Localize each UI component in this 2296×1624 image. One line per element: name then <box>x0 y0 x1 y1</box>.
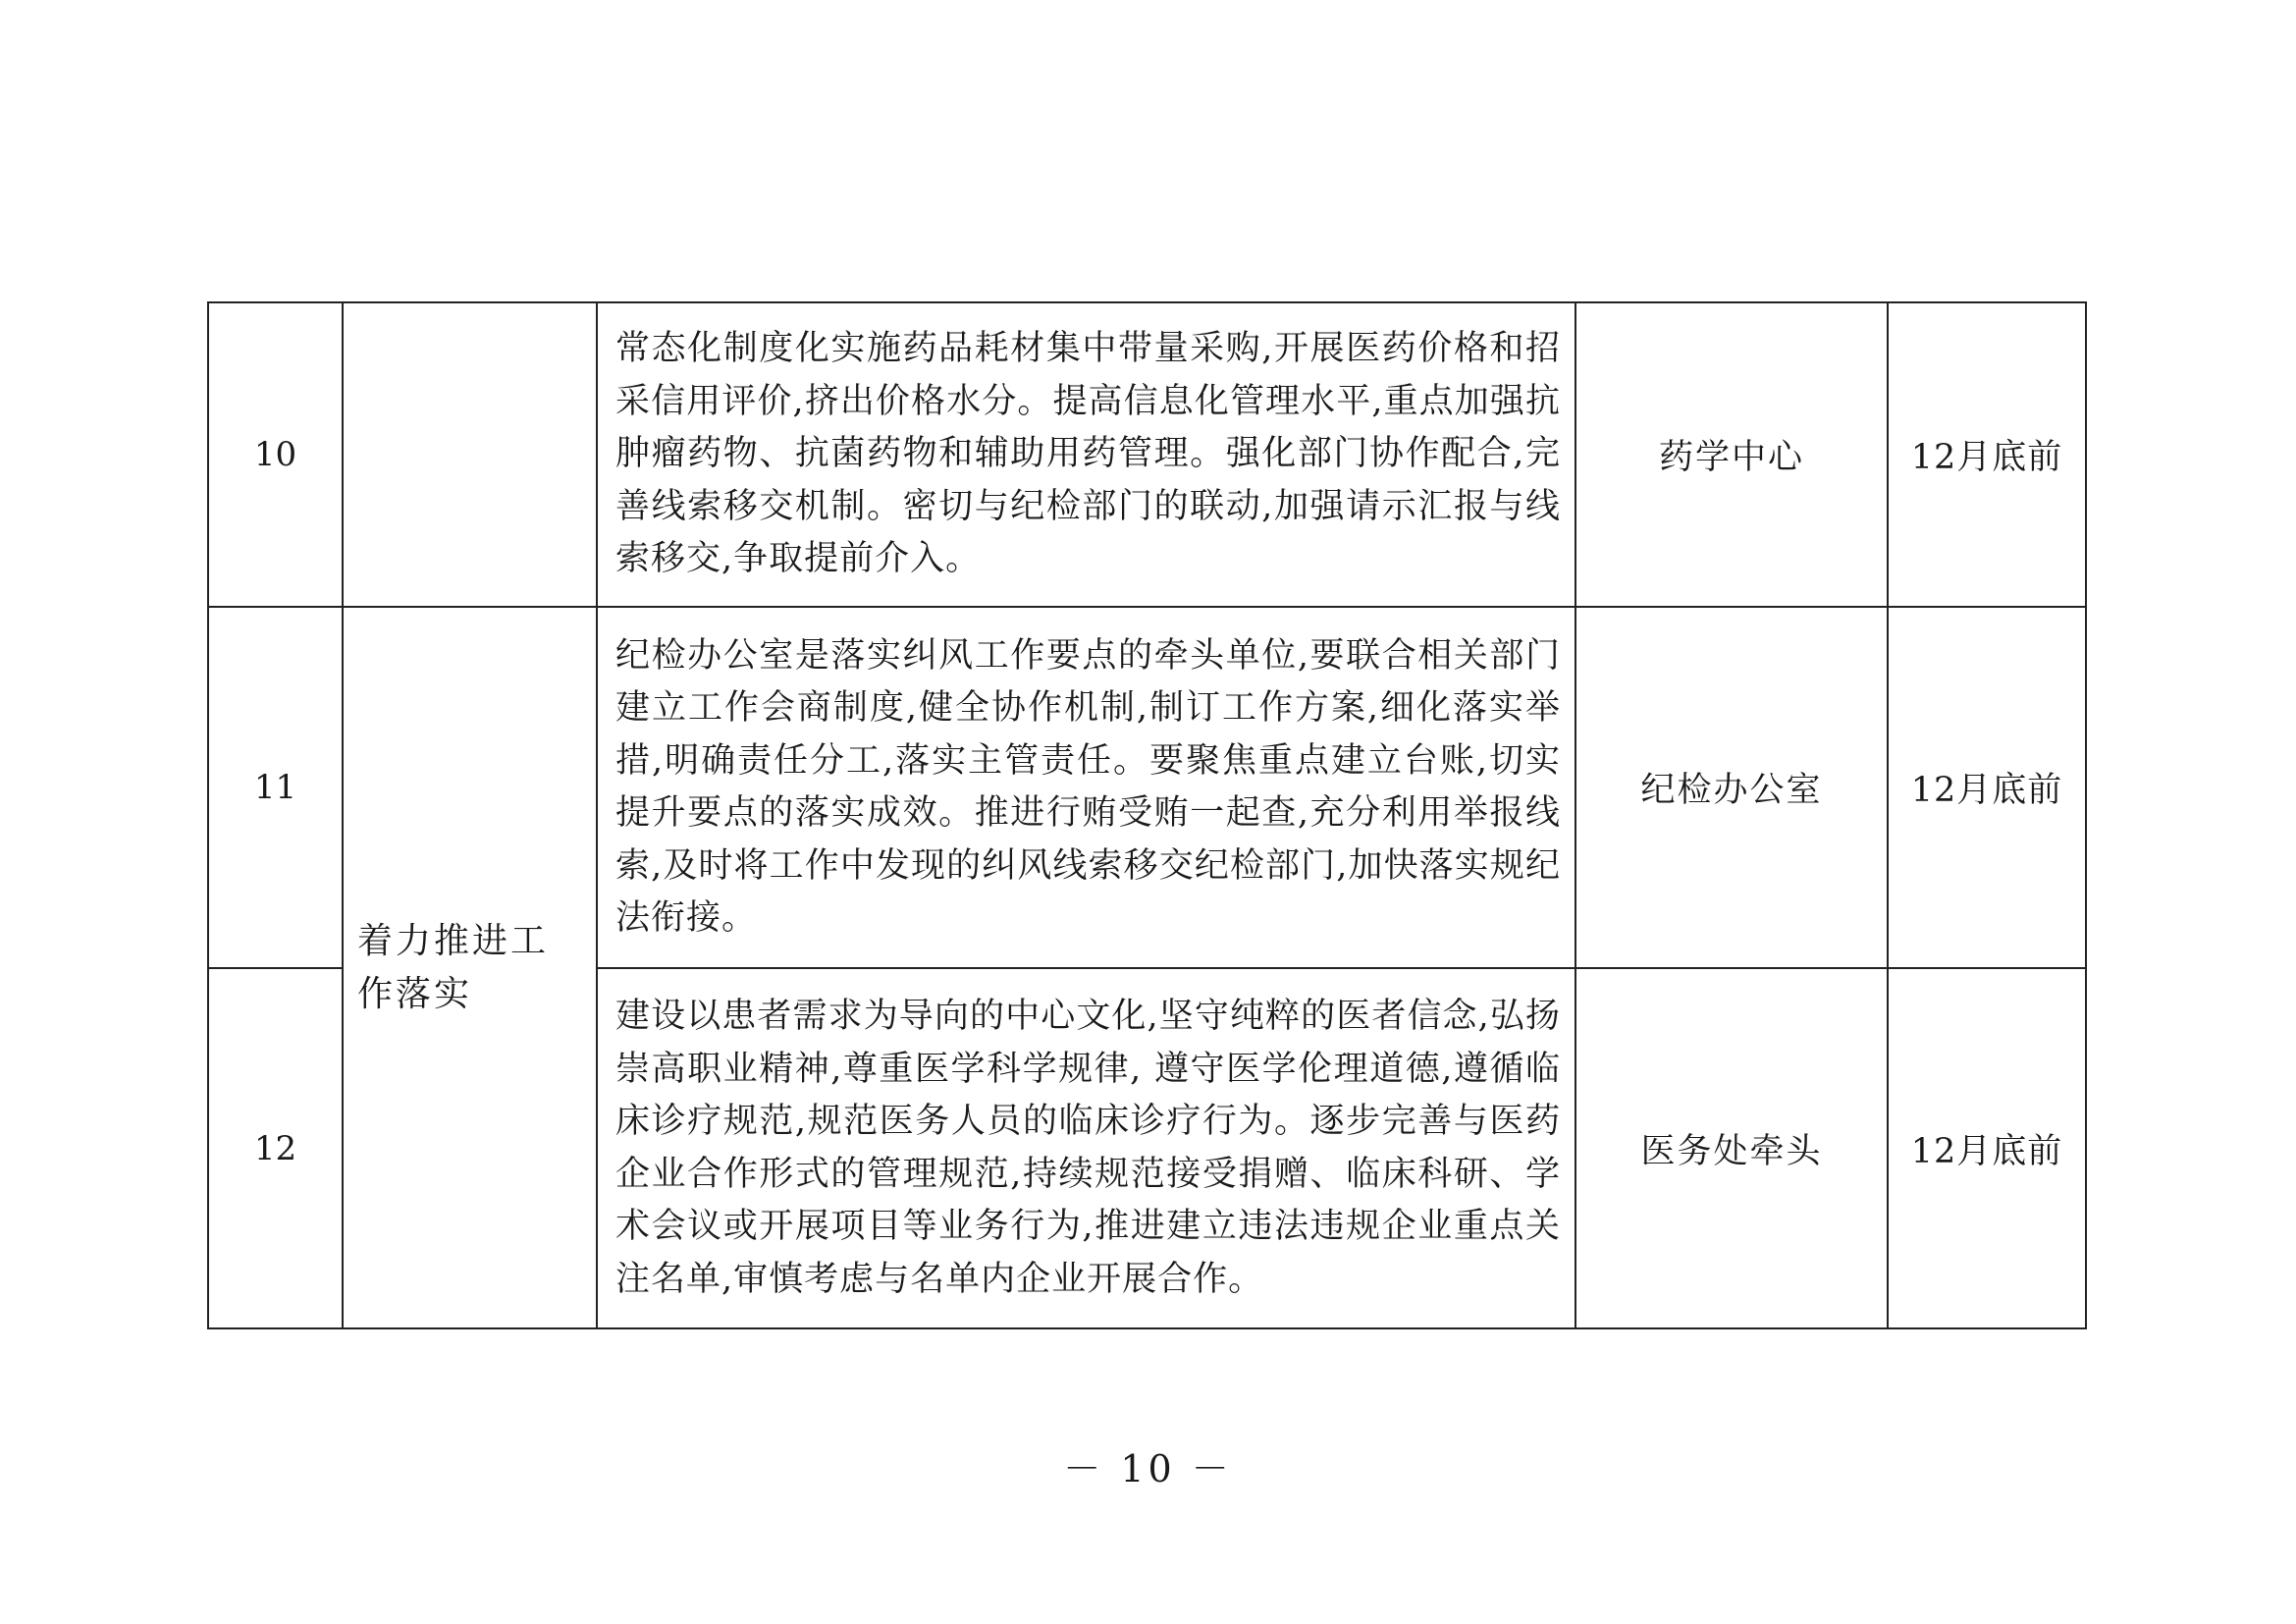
deadline: 12月底前 <box>1888 302 2086 607</box>
table-row <box>208 302 2086 607</box>
deadline: 12月底前 <box>1888 607 2086 968</box>
category-cell-empty <box>343 302 597 607</box>
category-label: 着力推进工作落实 <box>343 607 597 1328</box>
page-number: － 10 － <box>1063 1447 1233 1490</box>
row-number: 10 <box>208 302 343 607</box>
deadline: 12月底前 <box>1888 968 2086 1328</box>
responsible-department: 药学中心 <box>1575 302 1888 607</box>
task-description: 常态化制度化实施药品耗材集中带量采购,开展医药价格和招采信用评价,挤出价格水分。提高信息化管理水平,重点加强抗肿瘤药物、抗菌药物和辅助用药管理。强化部门协作配合,完善线索移交机制。密切与纪检部门的联动,加强请示汇报与线索移交,争取提前介入。 <box>597 302 1575 607</box>
task-description: 建设以患者需求为导向的中心文化,坚守纯粹的医者信念,弘扬崇高职业精神,尊重医学科学规律, 遵守医学伦理道德,遵循临床诊疗规范,规范医务人员的临床诊疗行为。逐步完善与医药企业合作形式的管理规范,持续规范接受捐赠、临床科研、学术会议或开展项目等业务行为,推进建立违法违规企业重点关注名单,审慎考虑与名单内企业开展合作。 <box>597 968 1575 1328</box>
task-table <box>207 301 2087 1329</box>
table-row <box>208 607 2086 968</box>
responsible-department: 纪检办公室 <box>1575 607 1888 968</box>
row-number: 11 <box>208 607 343 968</box>
responsible-department: 医务处牵头 <box>1575 968 1888 1328</box>
task-description: 纪检办公室是落实纠风工作要点的牵头单位,要联合相关部门建立工作会商制度,健全协作机制,制订工作方案,细化落实举措,明确责任分工,落实主管责任。要聚焦重点建立台账,切实提升要点的落实成效。推进行贿受贿一起查,充分利用举报线索,及时将工作中发现的纠风线索移交纪检部门,加快落实规纪法衔接。 <box>597 607 1575 968</box>
row-number: 12 <box>208 968 343 1328</box>
